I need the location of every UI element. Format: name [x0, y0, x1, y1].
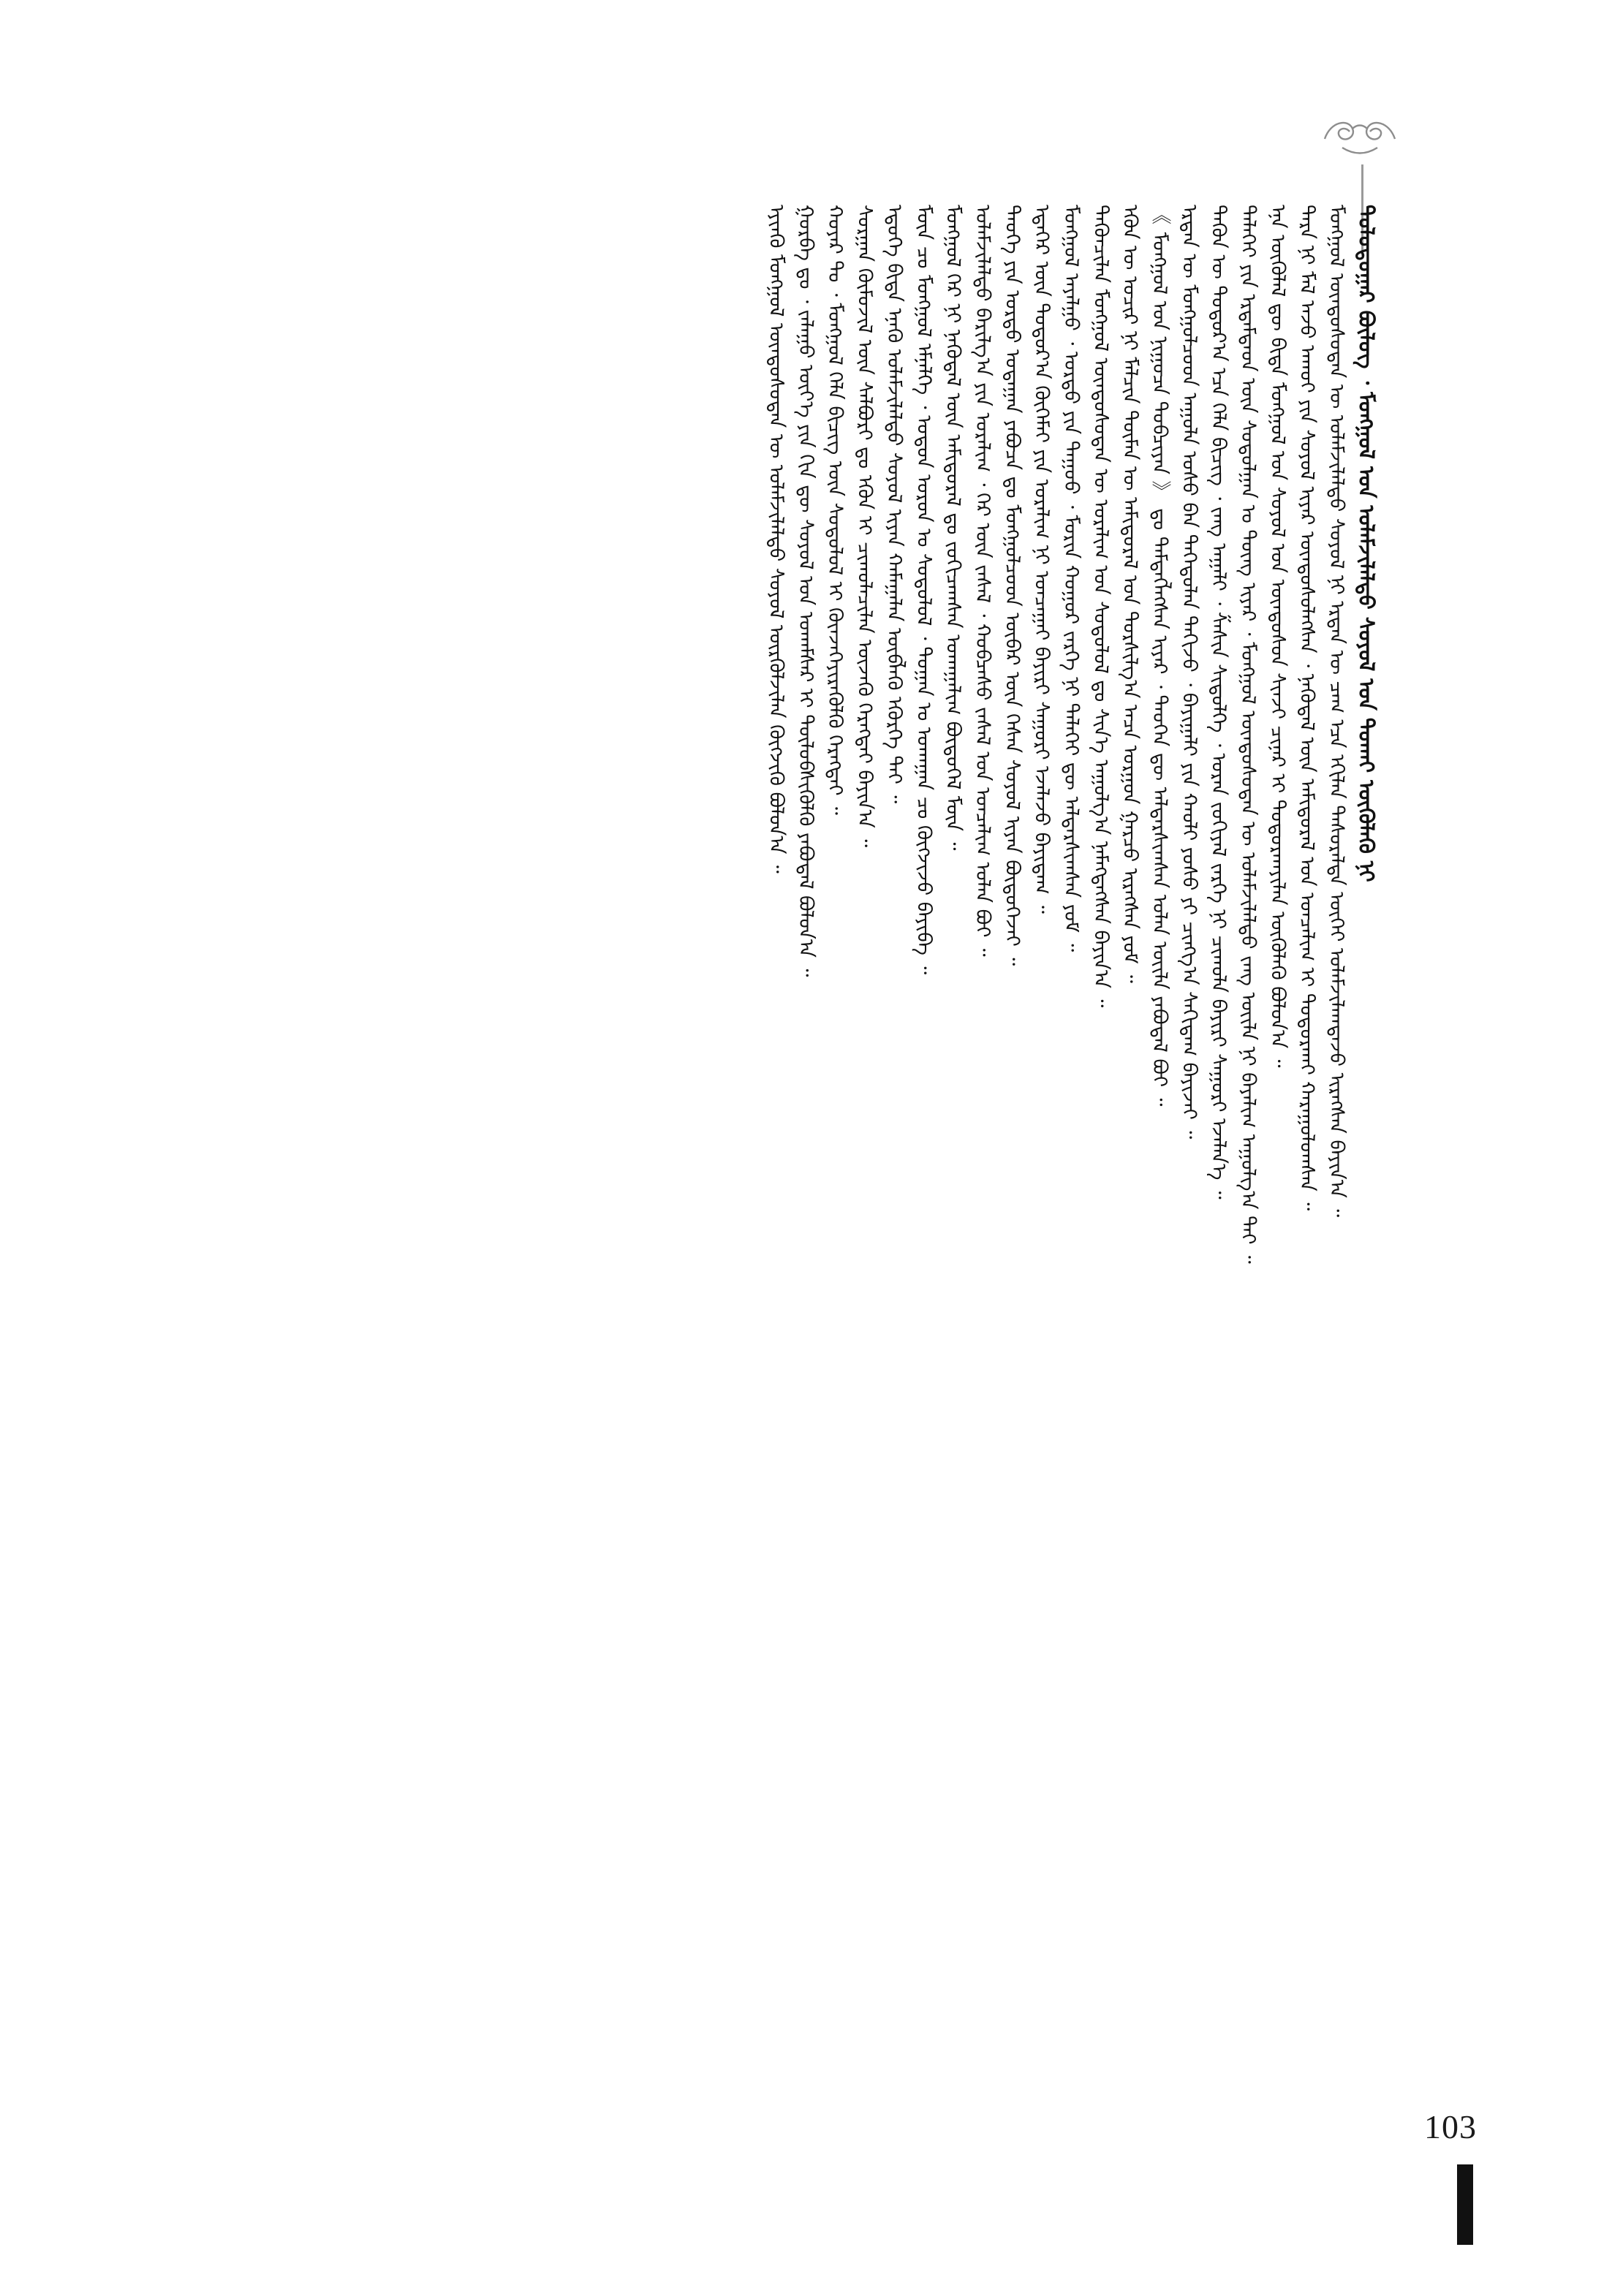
text-column: ᠬᠣᠶᠠᠷ ᠲᠤ ᠂ ᠮᠣᠩᠭᠣᠯ ᠬᠡᠯᠡ ᠪᠢᠴᠢᠭ ᠦᠨ ᠰᠤᠳᠤᠯᠤᠯ ᠢ ᠭᠦᠨᠵᠡᠭᠡᠶᠢᠷᠡᠭᠦᠯᠬᠦ ᠬᠡᠷᠡᠭᠲᠡᠢ ᠃ [823, 205, 847, 815]
text-column: ᠲᠡᠷᠡ ᠨᠢ ᠮᠠᠯ ᠠᠵᠤ ᠠᠬᠤᠢ ᠶᠢᠨ ᠰᠤᠶᠤᠯ ᠢᠶᠠᠷ ᠦᠨᠳᠦᠰᠦᠯᠡᠭᠰᠡᠨ ᠂ ᠨᠡᠭᠦᠳᠡᠯ ᠦᠨ ᠠᠮᠢᠳᠤᠷᠠᠯ ᠤᠨ ᠣᠨᠴᠠᠯᠢᠭ ᠢ ᠲᠣᠳᠤᠷᠬᠠᠢ ᠬᠠᠷᠠᠭᠤᠯᠤᠭᠰᠠᠨ ᠃ [1295, 205, 1319, 1211]
decorative-flourish-icon [1316, 110, 1404, 161]
edge-marker-bar [1457, 2164, 1473, 2245]
text-column: ᠡᠶᠢᠨᠬᠦ ᠮᠣᠩᠭᠣᠯ ᠦᠨᠳᠦᠰᠦᠲᠡᠨ ᠦ ᠤᠯᠠᠮᠵᠢᠯᠠᠯᠲᠤ ᠰᠤᠶᠤᠯ ᠦᠷᠭᠦᠯᠵᠢᠯᠡᠨ ᠬᠥᠭᠵᠢᠬᠦ ᠪᠣᠯᠤᠨ᠎ᠠ ᠃ [765, 205, 788, 874]
text-column: ᠰᠤᠷᠭᠠᠨ ᠬᠥᠮᠦᠵᠢᠯ ᠦᠨ ᠰᠠᠯᠪᠤᠷᠢ ᠳᠤ ᠡᠭᠦᠨ ᠢ ᠴᠢᠬᠤᠯᠠᠴᠢᠯᠠᠨ ᠦᠵᠡᠬᠦ ᠬᠡᠷᠡᠭᠲᠡᠢ ᠪᠠᠶᠢᠨ᠎ᠠ ᠃ [853, 205, 877, 848]
vertical-text-block [168, 205, 1382, 2076]
text-column: ᠡᠨᠡ ᠦᠭᠦᠯᠡᠯ ᠳᠦ ᠪᠢᠳᠡ ᠮᠣᠩᠭᠣᠯ ᠤᠨ ᠰᠤᠶᠤᠯ ᠤᠨ ᠦᠨᠳᠦᠰᠦᠨ ᠰᠢᠨᠵᠢ ᠴᠢᠨᠠᠷ ᠢ ᠲᠣᠳᠤᠷᠬᠠᠶᠢᠯᠠᠨ ᠦᠭᠦᠯᠡᠬᠦ ᠪᠣᠯᠤᠨ᠎ᠠ ᠃ [1266, 205, 1289, 1068]
text-column: ᠮᠥᠨ ᠴᠤ ᠮᠣᠩᠭᠣᠯ ᠡᠮᠨᠡᠯᠭᠡ ᠂ ᠣᠳᠣᠨ ᠣᠷᠤᠨ ᠤ ᠰᠤᠳᠤᠯᠤᠯ ᠂ ᠲᠣᠭᠠᠨ ᠤ ᠤᠬᠠᠭᠠᠨ ᠴᠤ ᠬᠥᠭᠵᠢᠵᠦ ᠪᠠᠶᠢᠪᠠ ᠃ [912, 205, 935, 975]
text-column: ᠡᠭᠦᠨ ᠦ ᠤᠴᠢᠷ ᠨᠢ ᠮᠠᠯᠴᠢᠨ ᠲᠦᠮᠡᠨ ᠦ ᠠᠮᠢᠳᠤᠷᠠᠯ ᠤᠨ ᠲᠤᠷᠰᠢᠯᠭ᠎ᠠ ᠠᠴᠠ ᠤᠷᠭᠤᠨ ᠭᠠᠷᠴᠤ ᠢᠷᠡᠭᠰᠡᠨ ᠶᠤᠮ ᠃ [1119, 205, 1142, 983]
text-column: ᠲᠡᠦᠬᠡ ᠶᠢᠨ ᠤᠷᠲᠤ ᠤᠳᠠᠭᠠᠨ ᠶᠠᠪᠤᠴᠠ ᠳᠤ ᠮᠣᠩᠭᠣᠯᠴᠤᠳ ᠥᠪᠡᠷ ᠦᠨ ᠭᠡᠰᠡᠨ ᠰᠤᠶᠤᠯ ᠢᠶᠠᠨ ᠪᠦᠲᠦᠭᠡᠵᠡᠢ ᠃ [1000, 205, 1024, 966]
text-column: ᠡᠳᠦᠭᠡ ᠪᠢᠳᠡ ᠡᠨᠡᠬᠦ ᠤᠯᠠᠮᠵᠢᠯᠠᠯᠲᠤ ᠰᠤᠶᠤᠯ ᠢᠶᠠᠨ ᠬᠠᠮᠠᠭᠠᠯᠠᠨ ᠥᠪᠯᠡᠬᠦ ᠡᠭᠦᠷᠭᠡ ᠲᠡᠢ ᠃ [882, 205, 906, 804]
chapter-heading: ᠳᠣᠯᠤᠳᠤᠭᠠᠷ ᠪᠦᠯᠦᠭ ᠂ ᠮᠣᠩᠭᠣᠯ ᠤᠨ ᠤᠯᠠᠮᠵᠢᠯᠠᠯᠲᠤ ᠰᠤᠶᠤᠯ ᠤᠨ ᠲᠤᠬᠠᠢ ᠦᠭᠦᠯᠡᠬᠦ ᠨᠢ [1354, 205, 1379, 882]
text-column: ᠮᠣᠩᠭᠣᠯ ᠠᠶᠠᠯᠭᠤ ᠂ ᠤᠷᠲᠤ ᠶᠢᠨ ᠳᠠᠭᠤᠤ ᠂ ᠮᠣᠷᠢᠨ ᠬᠤᠭᠤᠷ ᠵᠡᠷᠭᠡ ᠨᠢ ᠳᠡᠯᠡᠬᠡᠢ ᠳᠦ ᠠᠯᠳᠠᠷᠰᠢᠭᠰᠠᠨ ᠶᠤᠮ ᠃ [1059, 205, 1083, 952]
text-column: ᠡᠷᠲᠡᠨ ᠦ ᠮᠣᠩᠭᠣᠯᠴᠤᠳ ᠠᠭᠤᠯᠠ ᠤᠰᠤ ᠪᠠᠨ ᠳᠡᠭᠡᠳᠦᠯᠡᠨ ᠲᠠᠬᠢᠵᠤ ᠂ ᠪᠠᠶᠢᠭᠠᠯᠢ ᠶᠢᠨ ᠬᠠᠤᠯᠢ ᠶᠣᠰᠤ ᠶᠢ ᠴᠢᠩᠭ᠎ᠠ ᠰᠠᠬᠢᠳᠠᠭ ᠪᠠᠶᠢᠵᠠᠢ ᠃ [1177, 205, 1200, 1140]
text-column: ᠳᠡᠯᠡᠬᠡᠢ ᠶᠢᠨ ᠡᠷᠳᠡᠮᠲᠡᠳ ᠦᠨ ᠰᠤᠳᠤᠯᠭᠠᠨ ᠤ ᠳᠦᠩ ᠢᠶᠡᠷ ᠂ ᠮᠣᠩᠭᠣᠯ ᠦᠨᠳᠦᠰᠦᠲᠡᠨ ᠦ ᠤᠯᠠᠮᠵᠢᠯᠠᠯᠲᠤ ᠵᠠᠩ ᠦᠢᠯᠡ ᠨᠢ ᠪᠠᠶᠠᠯᠢᠭ ᠠᠭᠤᠯᠭ᠎ᠠ ᠲᠠᠢ ᠃ [1236, 205, 1260, 1264]
text-column: ᠮᠣᠩᠭᠣᠯ ᠦᠨᠳᠦᠰᠦᠲᠡᠨ ᠦ ᠤᠯᠠᠮᠵᠢᠯᠠᠯᠲᠤ ᠰᠤᠶᠤᠯ ᠨᠢ ᠡᠷᠲᠡᠨ ᠦ ᠴᠠᠭ ᠡᠴᠡ ᠡᠬᠢᠯᠡᠨ ᠲᠠᠰᠤᠷᠠᠯᠲᠠ ᠦᠭᠡᠢ ᠤᠯᠠᠮᠵᠢᠯᠠᠭᠳᠠᠵᠤ ᠢᠷᠡᠭᠰᠡᠨ ᠪᠠᠶᠢᠨ᠎ᠠ ᠃ [1325, 205, 1348, 1218]
text-column: ᠡᠳᠡᠭᠡᠷ ᠦᠨ ᠳᠣᠲᠤᠷ᠎ᠠ ᠬᠥᠭᠡᠮᠡᠢ ᠶᠢᠨ ᠤᠷᠠᠯᠢᠭ ᠨᠢ ᠣᠨᠴᠠᠭᠠᠢ ᠪᠠᠶᠢᠷᠢ ᠰᠠᠭᠤᠷᠢ ᠡᠵᠡᠯᠡᠵᠦ ᠪᠠᠶᠢᠳᠠᠭ ᠃ [1030, 205, 1053, 914]
text-column: ᠮᠣᠩᠭᠣᠯ ᠭᠡᠷ ᠨᠢ ᠨᠡᠭᠦᠳᠡᠯ ᠦᠨ ᠠᠮᠢᠳᠤᠷᠠᠯ ᠳᠤ ᠵᠣᠬᠢᠴᠠᠭᠰᠠᠨ ᠤᠬᠠᠭᠠᠯᠢᠭ ᠪᠦᠲᠦᠭᠡᠯ ᠮᠥᠨ ᠃ [942, 205, 965, 851]
text-column: ᠤᠯᠠᠮᠵᠢᠯᠠᠯᠲᠤ ᠪᠠᠷᠢᠯᠭ᠎ᠠ ᠶᠢᠨ ᠤᠷᠠᠯᠢᠭ ᠂ ᠭᠡᠷ ᠦᠨ ᠵᠠᠰᠠᠯ ᠂ ᠬᠤᠪᠴᠠᠰᠤ ᠵᠠᠰᠠᠯ ᠤᠨ ᠣᠨᠴᠠᠯᠢᠭ ᠣᠯᠠᠨ ᠪᠤᠢ ᠃ [971, 205, 994, 957]
text-column: ᠭᠤᠷᠪᠠ ᠳᠤ ᠂ ᠵᠠᠯᠠᠭᠤ ᠦᠶ᠎ᠡ ᠶᠢᠨ ᠬᠢᠨ ᠳᠦ ᠰᠤᠶᠤᠯ ᠤᠨ ᠤᠬᠠᠮᠰᠠᠷ ᠢ ᠲᠥᠯᠦᠪᠰᠢᠭᠦᠯᠬᠦ ᠶᠠᠪᠤᠳᠠᠯ ᠪᠣᠯᠤᠨ᠎ᠠ ᠃ [794, 205, 817, 977]
text-column: ᠲᠡᠭᠦᠨᠴᠢᠯᠡᠨ ᠮᠣᠩᠭᠣᠯ ᠦᠨᠳᠦᠰᠦᠲᠡᠨ ᠦ ᠤᠷᠠᠯᠢᠭ ᠤᠨ ᠰᠤᠳᠤᠯᠤᠯ ᠳᠤ ᠰᠢᠨ᠎ᠡ ᠠᠭᠤᠯᠭ᠎ᠠ ᠨᠡᠮᠡᠭᠳᠡᠭᠰᠡᠨ ᠪᠠᠶᠢᠨ᠎ᠠ ᠃ [1089, 205, 1112, 1008]
page-number: 103 [1424, 2108, 1477, 2145]
text-column: 《 ᠮᠣᠩᠭᠣᠯ ᠤᠨ ᠨᠢᠭᠤᠴᠠ ᠲᠣᠪᠴᠢᠶᠠᠨ 》 ᠳᠤ ᠲᠡᠮᠳᠡᠭᠯᠡᠭᠰᠡᠨ ᠢᠶᠡᠷ ᠂ ᠲᠡᠦᠬᠡᠨ ᠳᠦ ᠠᠯᠳᠠᠷᠰᠢᠭᠰᠠᠨ ᠣᠯᠠᠨ ᠦᠢᠯᠡ ᠶᠠᠪᠤᠳᠠᠯ ᠪᠤᠢ ᠃ [1148, 205, 1171, 1107]
text-column: ᠲᠡᠭᠦᠨ ᠦ ᠳᠣᠲᠤᠷ᠎ᠠ ᠡᠴᠡ ᠬᠡᠯᠡ ᠪᠢᠴᠢᠭ ᠂ ᠵᠠᠩ ᠠᠭᠠᠯᠢ ᠂ ᠱᠠᠰᠢᠨ ᠰᠢᠲᠦᠯᠭᠡ ᠂ ᠤᠷᠠᠨ ᠵᠣᠬᠢᠶᠠᠯ ᠵᠡᠷᠭᠡ ᠨᠢ ᠴᠢᠬᠤᠯᠠ ᠪᠠᠶᠢᠷᠢ ᠰᠠᠭᠤᠷᠢ ᠡᠵᠡᠯᠡᠨ᠎ᠡ ᠃ [1207, 205, 1230, 1200]
